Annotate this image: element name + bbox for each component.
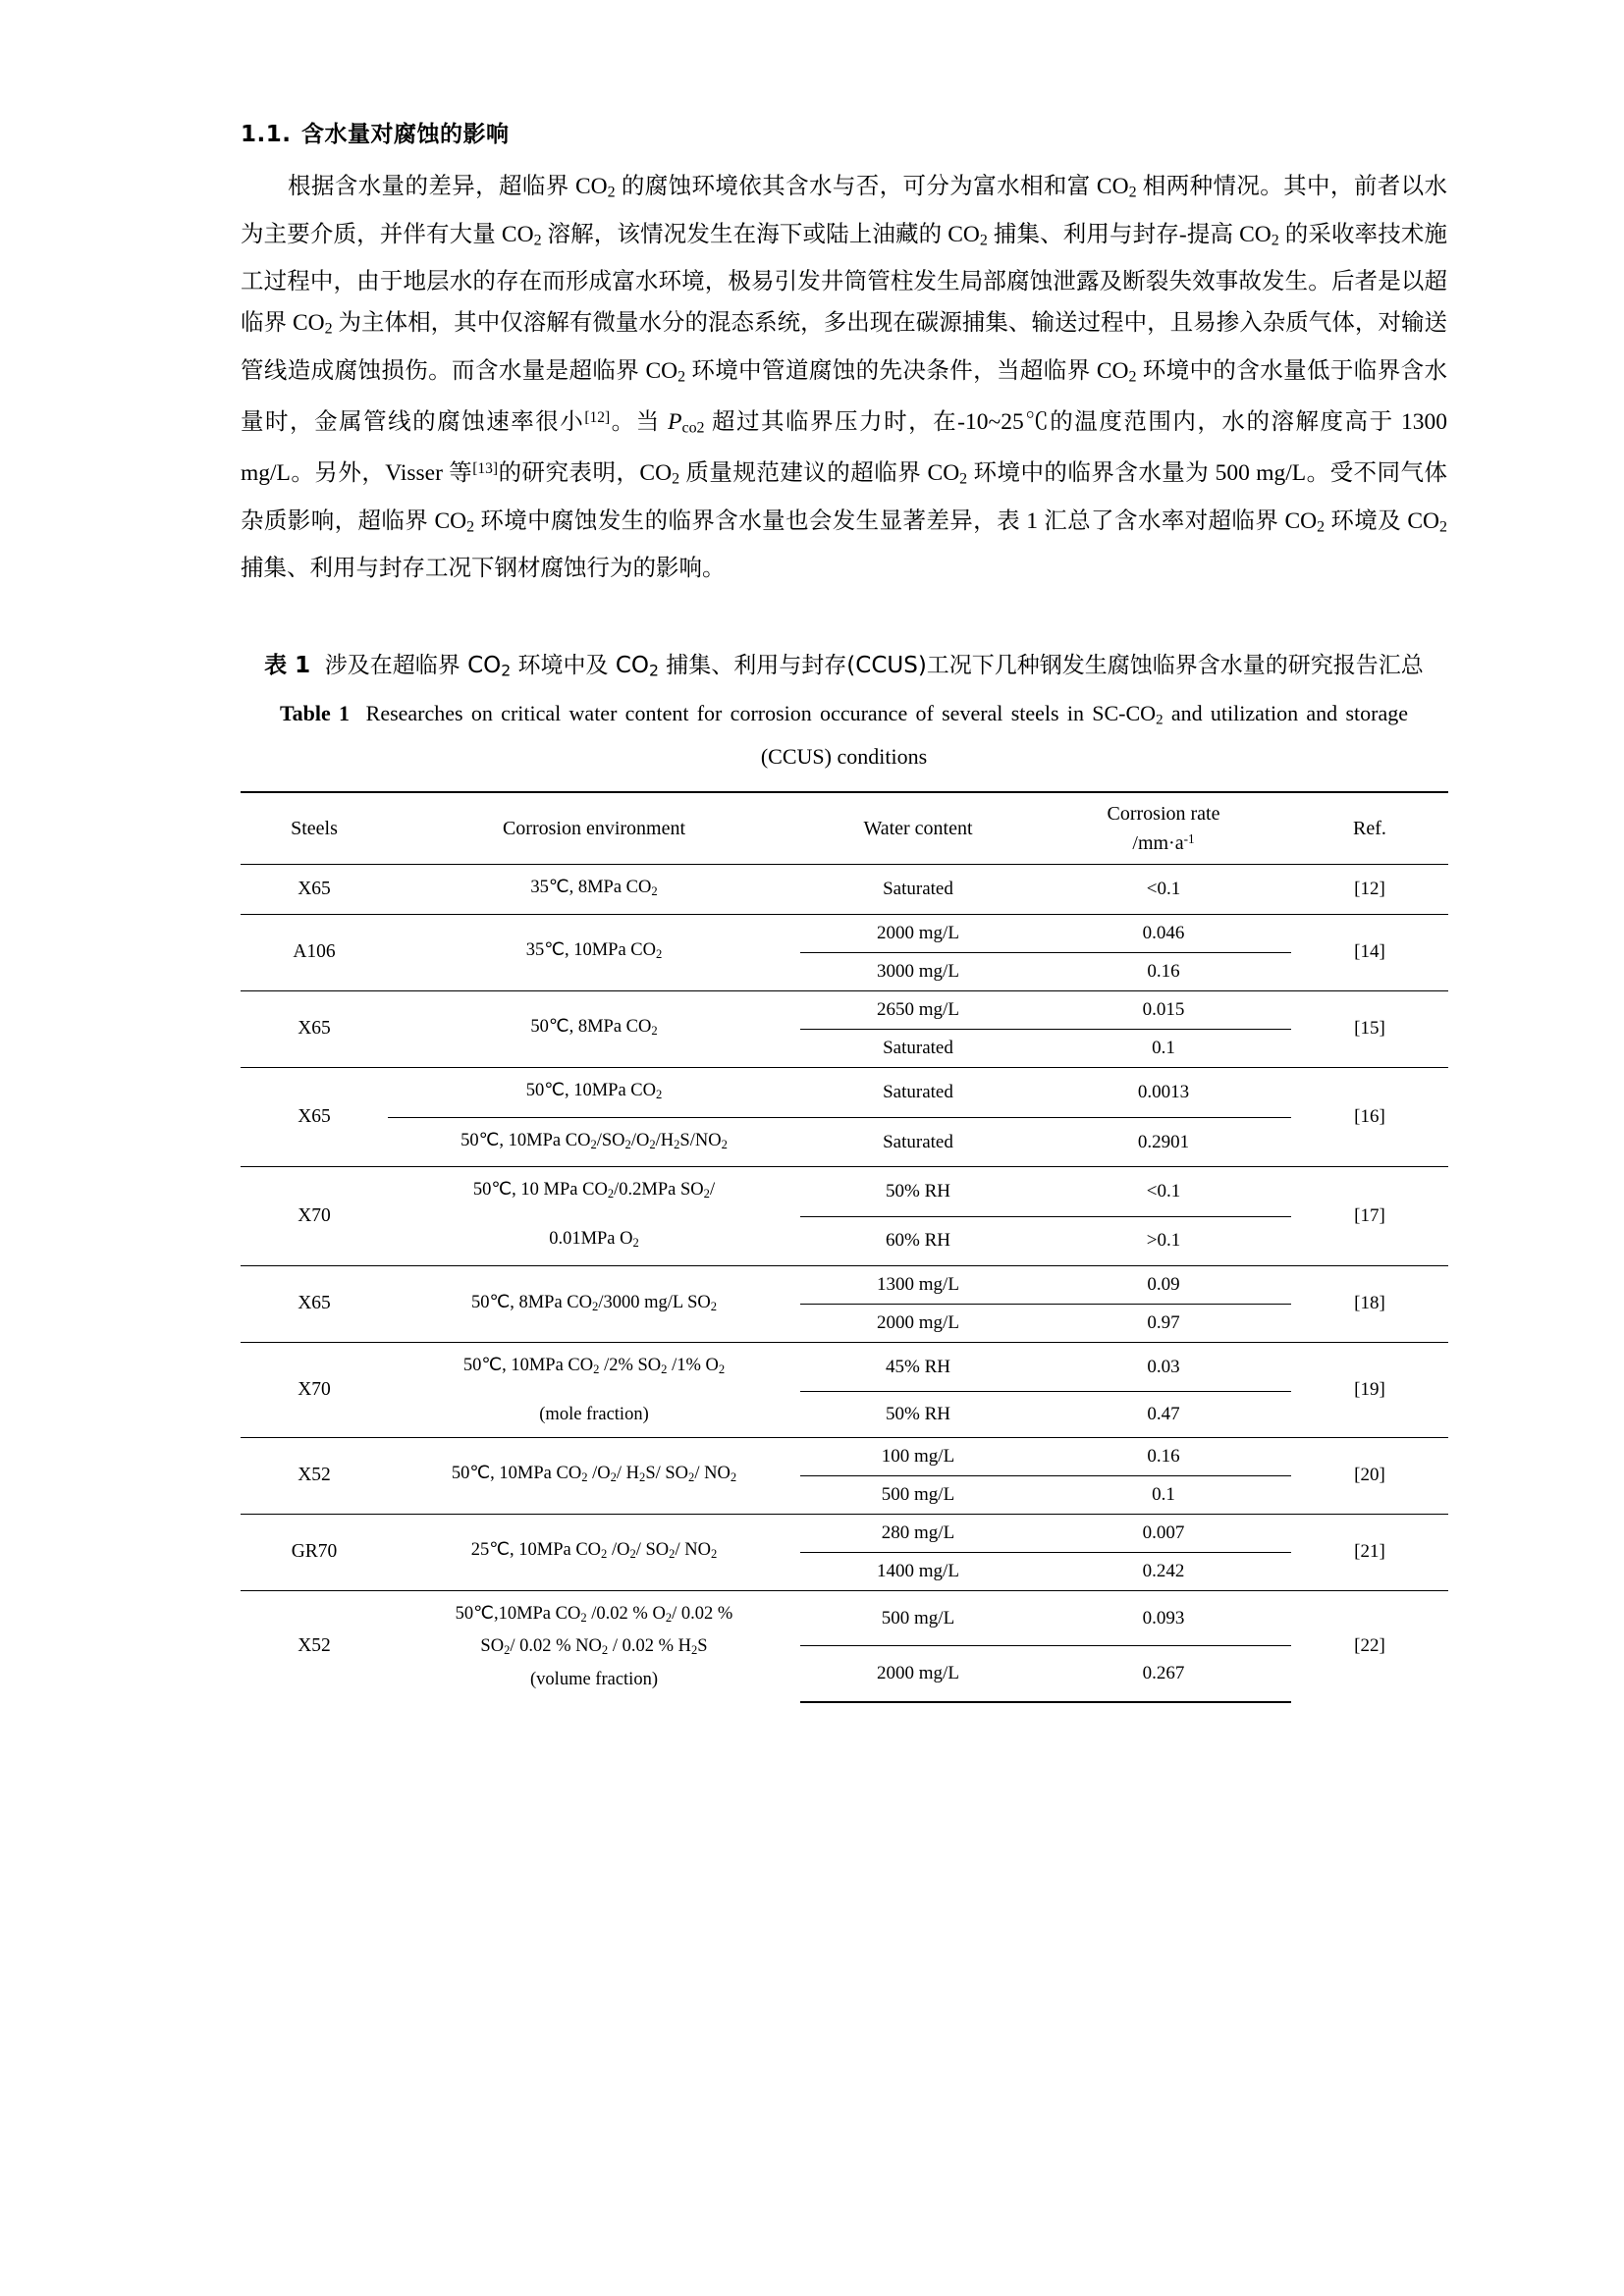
- cell-steel: X70: [241, 1342, 388, 1437]
- cell-environment: 50℃, 10MPa $CO_2$ $/O_2/$ $H_2S/$ $SO_2/$ $NO_2$: [388, 1437, 800, 1514]
- cell-environment-line3: (volume fraction): [530, 1670, 658, 1690]
- table-row: [241, 865, 1448, 915]
- cell-rate: 0.1: [1036, 1029, 1291, 1067]
- cell-rate: 0.03: [1036, 1342, 1291, 1391]
- cell-rate: 0.0013: [1036, 1067, 1291, 1117]
- cell-water: 500 mg/L: [800, 1590, 1036, 1646]
- table-row: [241, 914, 1448, 952]
- cell-water: Saturated: [883, 878, 953, 899]
- cell-steel: X65: [241, 990, 388, 1067]
- cell-environment: 25℃, 10MPa $CO_2$ $/O_2/$ $SO_2/$ $NO_2$: [388, 1514, 800, 1590]
- cell-water: 100 mg/L: [800, 1437, 1036, 1475]
- cell-rate: 0.09: [1036, 1265, 1291, 1304]
- header-ref: Ref.: [1291, 792, 1448, 864]
- cell-steel: GR70: [241, 1514, 388, 1590]
- section-number: 1.1.: [241, 122, 292, 147]
- table-caption: [241, 646, 1447, 775]
- cell-rate: <0.1: [1036, 1167, 1291, 1216]
- table-row: [241, 1117, 1448, 1167]
- section-heading: [241, 116, 1447, 148]
- cell-steel: X52: [241, 1590, 388, 1702]
- cell-water: 500 mg/L: [800, 1475, 1036, 1514]
- cell-ref: [21]: [1291, 1514, 1448, 1590]
- cell-environment: 50℃, 10 MPa $CO_2/0.2MPa$ $SO_2/$: [388, 1167, 800, 1216]
- cell-water: 50% RH: [800, 1167, 1036, 1216]
- cell-rate: 0.267: [1036, 1646, 1291, 1702]
- cell-water: 45% RH: [800, 1342, 1036, 1391]
- cell-environment: 0.01MPa $O_2$: [549, 1229, 639, 1250]
- table-row: [241, 1590, 1448, 1646]
- cell-steel: X52: [241, 1437, 388, 1514]
- cell-environment: 50℃, 8MPa $CO_2$: [388, 990, 800, 1067]
- cell-rate: 0.093: [1036, 1590, 1291, 1646]
- cell-environment: 35℃, 10MPa $CO_2$: [388, 914, 800, 990]
- cell-water: 2650 mg/L: [800, 990, 1036, 1029]
- cell-steel: X65: [241, 1067, 388, 1167]
- table-caption-cn: [241, 646, 1447, 690]
- cell-steel: X65: [241, 1265, 388, 1342]
- cell-ref: [19]: [1291, 1342, 1448, 1437]
- table-row: [241, 1514, 1448, 1552]
- cell-environment: [388, 1590, 800, 1702]
- table-row: [241, 1167, 1448, 1216]
- cell-ref: [17]: [1291, 1167, 1448, 1266]
- cell-rate: 0.2901: [1036, 1117, 1291, 1167]
- cell-ref: [15]: [1291, 990, 1448, 1067]
- cell-ref: [22]: [1291, 1590, 1448, 1702]
- table-row: [241, 1437, 1448, 1475]
- table-row: [241, 1067, 1448, 1117]
- table-caption-en: [241, 695, 1447, 775]
- cell-water: Saturated: [800, 1117, 1036, 1167]
- cell-rate: 0.47: [1036, 1392, 1291, 1438]
- cell-rate: 0.007: [1036, 1514, 1291, 1552]
- table-row: [241, 1265, 1448, 1304]
- cell-water: 2000 mg/L: [800, 1304, 1036, 1342]
- cell-rate: 0.16: [1036, 952, 1291, 990]
- cell-rate: 0.046: [1036, 914, 1291, 952]
- cell-environment: 50℃, 10MPa $CO_2/SO_2/O_2/H_2S/NO_2$: [388, 1117, 800, 1167]
- cell-steel: X65: [298, 878, 331, 899]
- critical-water-content-table: [241, 791, 1448, 1703]
- cell-ref: [20]: [1291, 1437, 1448, 1514]
- table-row: [241, 1392, 1448, 1438]
- cell-water: Saturated: [800, 1029, 1036, 1067]
- cell-environment: 50℃, 10MPa $CO_2$: [388, 1067, 800, 1117]
- header-corrosion-rate-line1: Corrosion rate: [1107, 803, 1220, 826]
- cell-ref: [18]: [1291, 1265, 1448, 1342]
- header-corrosion-rate-line2: $/mm\cdot a^{-1}$: [1132, 831, 1195, 855]
- table-caption-en-text: Researches on critical water content for corrosion occurance of several steels in $SC-CO_2$ and utilization and storage (CCUS) conditions: [357, 700, 1408, 770]
- table-caption-cn-text: 涉及在超临界 $CO_2$ 环境中及 $CO_2$ 捕集、利用与封存(CCUS)工况下几种钢发生腐蚀临界含水量的研究报告汇总: [317, 653, 1424, 680]
- cell-environment: 50℃, 10MPa $CO_2$ /2% $SO_2$ /1% $O_2$: [388, 1342, 800, 1391]
- table-row: [241, 1342, 1448, 1391]
- header-environment: Corrosion environment: [388, 792, 800, 864]
- cell-rate: <0.1: [1146, 878, 1181, 899]
- cell-rate: 0.1: [1036, 1475, 1291, 1514]
- cell-rate: 0.015: [1036, 990, 1291, 1029]
- cell-water: 2000 mg/L: [800, 914, 1036, 952]
- section-title: 含水量对腐蚀的影响: [301, 122, 510, 147]
- cell-water: 2000 mg/L: [800, 1646, 1036, 1702]
- cell-rate: 0.16: [1036, 1437, 1291, 1475]
- cell-steel: X70: [241, 1167, 388, 1266]
- table-caption-en-label: Table 1: [280, 700, 351, 725]
- cell-rate: 0.242: [1036, 1552, 1291, 1590]
- cell-environment: 50℃, 8MPa $CO_2/3000$ mg/L $SO_2$: [388, 1265, 800, 1342]
- cell-ref: [14]: [1291, 914, 1448, 990]
- table-header-row: [241, 792, 1448, 864]
- cell-water: Saturated: [800, 1067, 1036, 1117]
- cell-water: 60% RH: [800, 1216, 1036, 1265]
- cell-ref: [16]: [1291, 1067, 1448, 1167]
- cell-environment: (mole fraction): [539, 1404, 649, 1424]
- cell-steel: A106: [241, 914, 388, 990]
- cell-environment-line2: $SO_2/$ 0.02 % $NO_2 / 0.02$ % $H_2S$: [480, 1636, 708, 1658]
- cell-rate: 0.97: [1036, 1304, 1291, 1342]
- cell-water: 1400 mg/L: [800, 1552, 1036, 1590]
- cell-environment-line1: 50℃,10MPa $CO_2$ /0.02 % $O_2/$ 0.02 %: [455, 1603, 733, 1625]
- header-steels: Steels: [241, 792, 388, 864]
- cell-water: 1300 mg/L: [800, 1265, 1036, 1304]
- cell-water: 280 mg/L: [800, 1514, 1036, 1552]
- cell-water: 3000 mg/L: [800, 952, 1036, 990]
- cell-ref: [12]: [1354, 878, 1385, 899]
- cell-rate: >0.1: [1036, 1216, 1291, 1265]
- cell-water: 50% RH: [800, 1392, 1036, 1438]
- header-water-content: Water content: [800, 792, 1036, 864]
- table-row: [241, 1216, 1448, 1265]
- cell-environment: 35℃, 8MPa $CO_2$: [530, 878, 658, 898]
- body-paragraph: 根据含水量的差异，超临界 $CO_2$ 的腐蚀环境依其含水与否，可分为富水相和富 $CO_2$ 相两种情况。其中，前者以水为主要介质，并伴有大量 $CO_2$ 溶解，该情况发生在海下或陆上油藏的 $CO_2$ 捕集、利用与封存-提高 $CO_2$ 的采收率技术施工过程中，由于地层水的存在而形成富水环境，极易引发井筒管柱发生局部腐蚀泄露及断裂失效事故发生。后者是以超临界 $CO_2$ 为主体相，其中仅溶解有微量水分的混态系统，多出现在碳源捕集、输送过程中，且易掺入杂质气体，对输送管线造成腐蚀损伤。而含水量是超临界 $CO_2$ 环境中管道腐蚀的先决条件，当超临界 $CO_2$ 环境中的含水量低于临界含水量时，金属管线的腐蚀速率很小[12]。当 $P_{co2}$ 超过其临界压力时，在-10~25℃的温度范围内，水的溶解度高于 1300 mg/L。另外，Visser 等[13]的研究表明，$CO_2$ 质量规范建议的超临界 $CO_2$ 环境中的临界含水量为 500 mg/L。受不同气体杂质影响，超临界 $CO_2$ 环境中腐蚀发生的临界含水量也会发生显著差异，表 1 汇总了含水率对超临界 $CO_2$ 环境及 $CO_2$ 捕集、利用与封存工况下钢材腐蚀行为的影响。: [241, 174, 1448, 582]
- table-caption-cn-label: 表 1: [264, 653, 311, 679]
- table-row: [241, 990, 1448, 1029]
- header-corrosion-rate: [1036, 792, 1291, 864]
